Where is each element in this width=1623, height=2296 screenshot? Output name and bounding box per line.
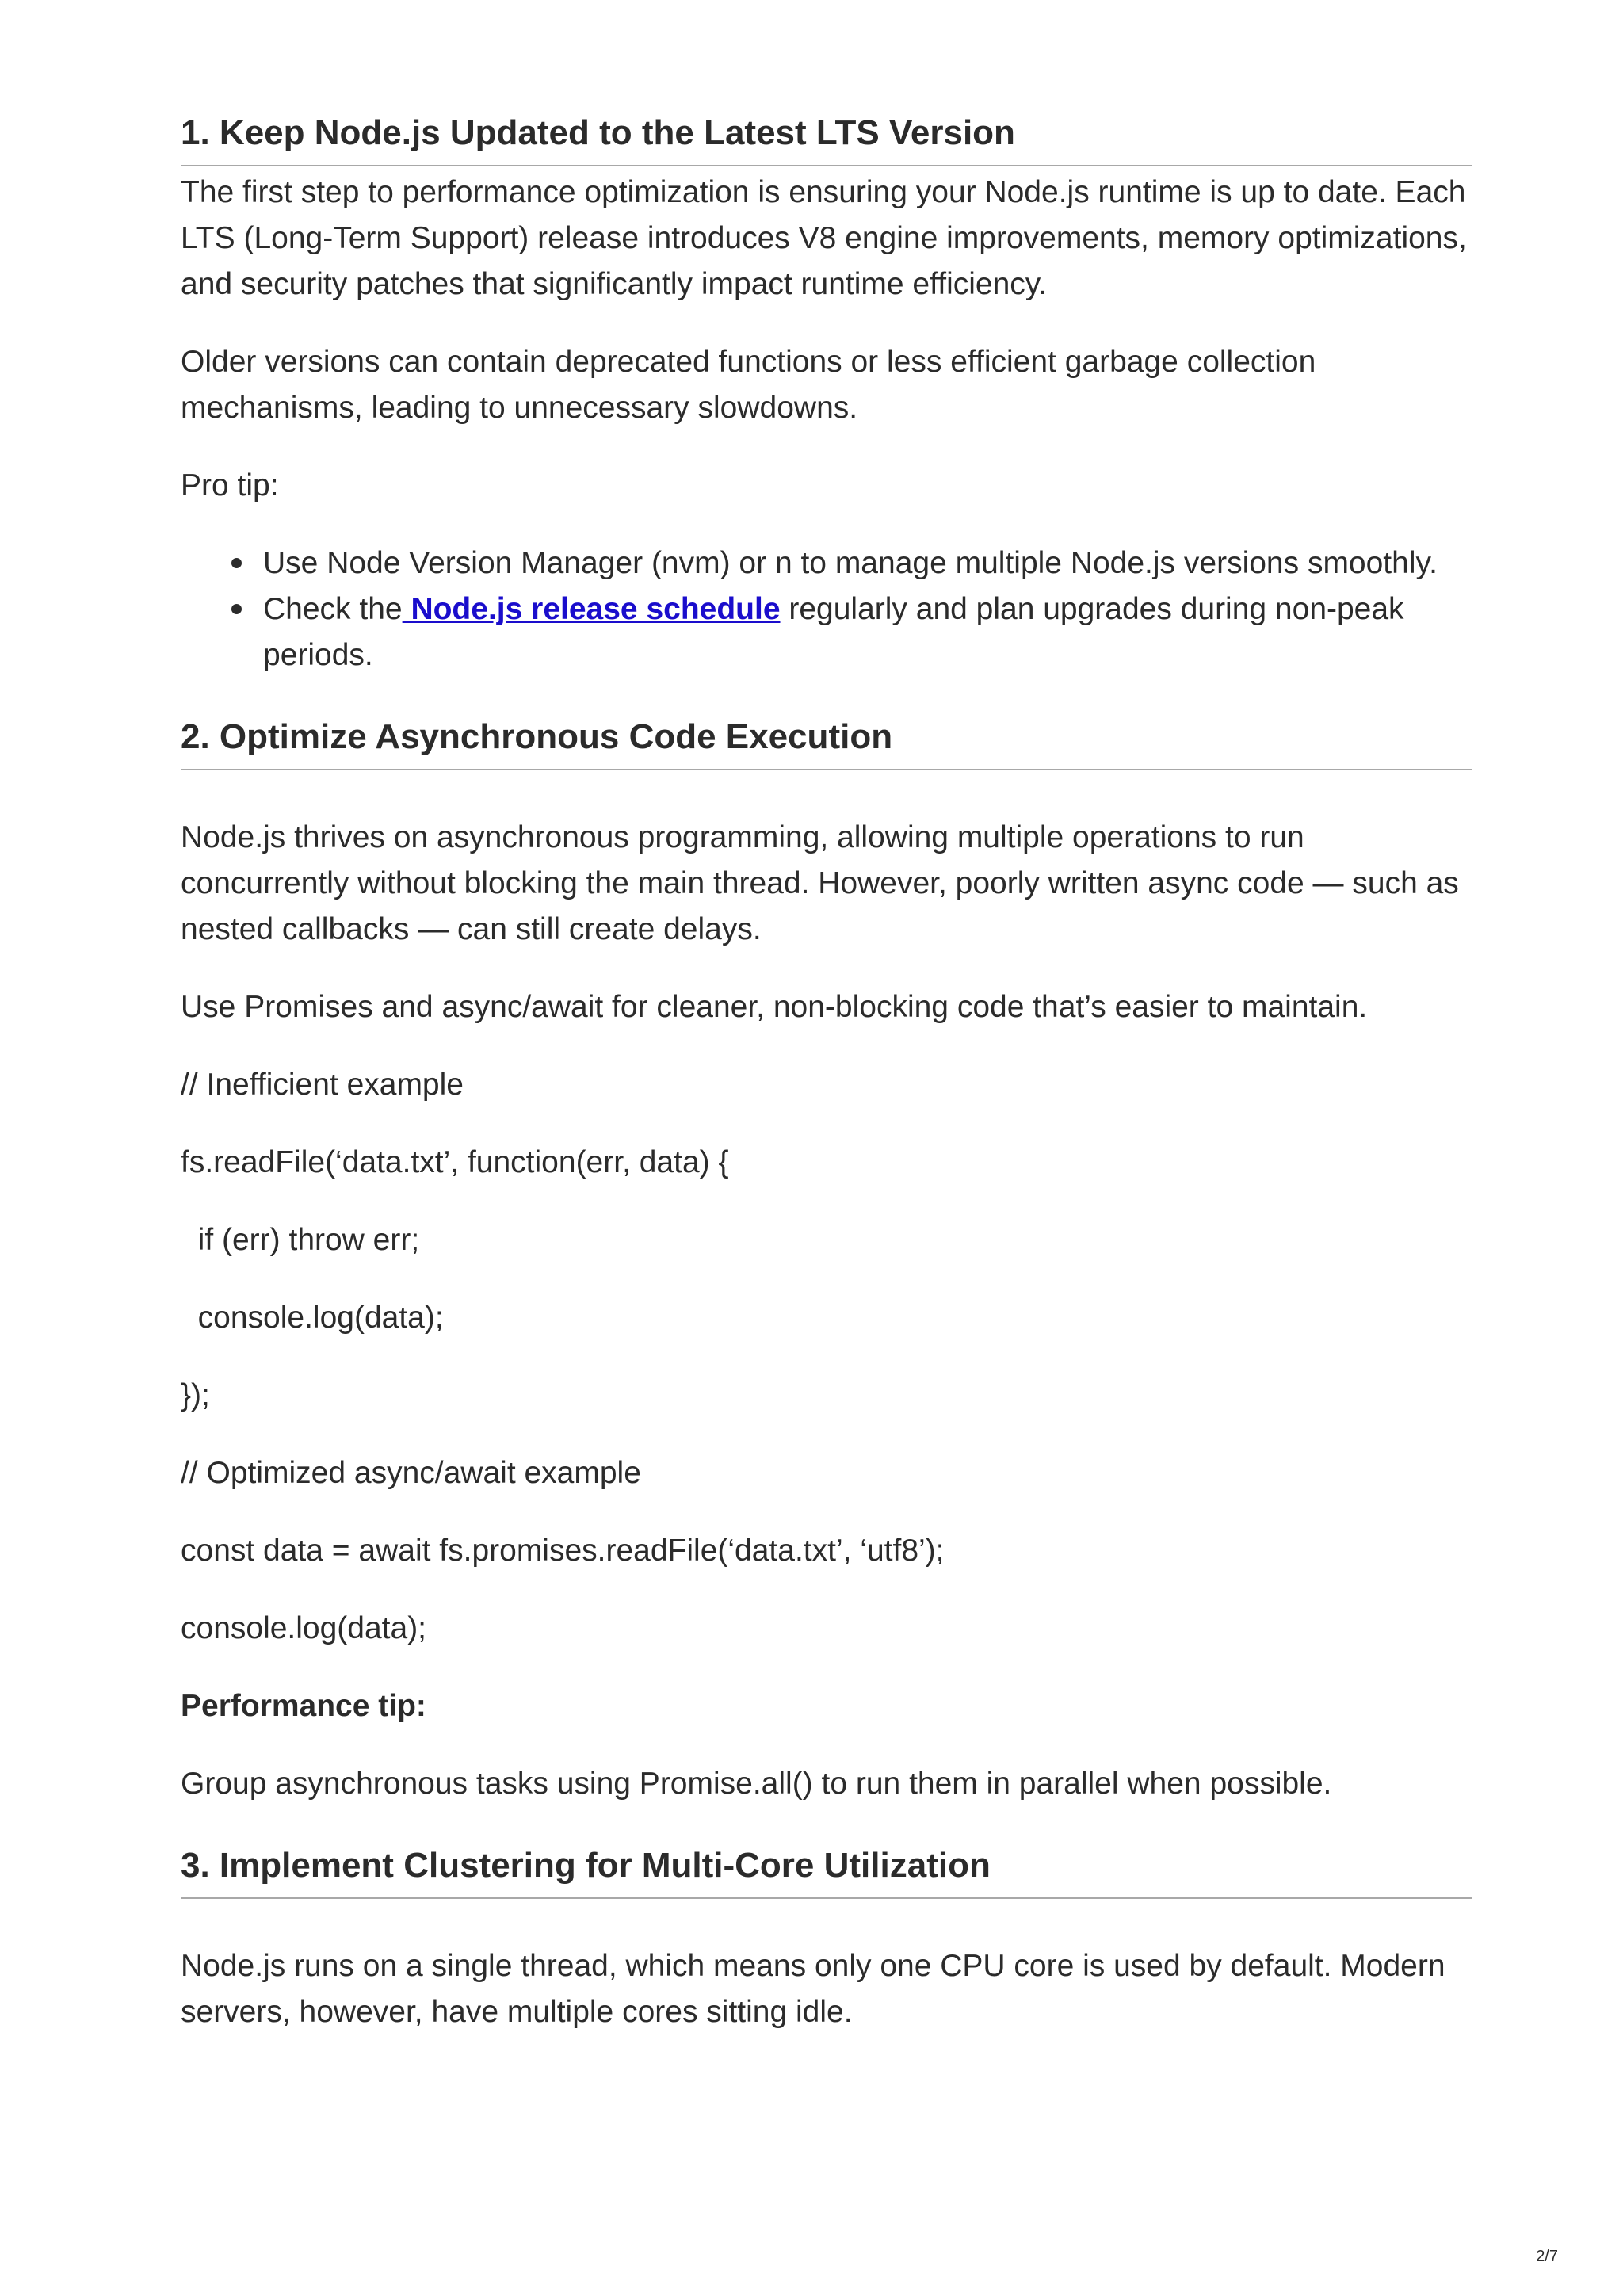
list-item-text-post: regularly and plan upgrades during non-peak periods. xyxy=(263,592,1404,672)
code-line: // Optimized async/await example xyxy=(181,1456,641,1490)
section1-paragraph-1: The first step to performance optimization is ensuring your Node.js runtime is up to date. Each LTS (Long-Term Support) release introduces V8 engine improvements, memory optimizations, and security patches that significantly impact runtime efficiency. xyxy=(181,175,1467,301)
list-item-text: Use Node Version Manager (nvm) or n to manage multiple Node.js versions smoothly. xyxy=(263,546,1438,580)
section-heading-1: 1. Keep Node.js Updated to the Latest LTS Version xyxy=(181,111,1472,166)
code-line: console.log(data); xyxy=(181,1611,427,1645)
section-heading-3: 3. Implement Clustering for Multi-Core Utilization xyxy=(181,1843,1472,1899)
pro-tip-list xyxy=(181,541,1472,678)
bullet-icon xyxy=(231,604,242,614)
section1-paragraph-2: Older versions can contain deprecated functions or less efficient garbage collection mechanisms, leading to unnecessary slowdowns. xyxy=(181,345,1316,425)
list-item xyxy=(263,586,1472,678)
pro-tip-label: Pro tip: xyxy=(181,468,279,502)
bullet-icon xyxy=(231,558,242,568)
code-example xyxy=(181,1062,1472,1652)
section-heading-2: 2. Optimize Asynchronous Code Execution xyxy=(181,715,1472,770)
performance-tip-text: Group asynchronous tasks using Promise.all() to run them in parallel when possible. xyxy=(181,1767,1332,1801)
list-item xyxy=(263,541,1472,586)
code-line: // Inefficient example xyxy=(181,1068,464,1102)
section3-paragraph-1: Node.js runs on a single thread, which means only one CPU core is used by default. Modern servers, however, have multiple cores sitting idle. xyxy=(181,1949,1445,2029)
nodejs-release-schedule-link[interactable]: Node.js release schedule xyxy=(402,592,781,626)
performance-tip-label: Performance tip: xyxy=(181,1689,426,1723)
section2-paragraph-1: Node.js thrives on asynchronous programming, allowing multiple operations to run concurrently without blocking the main thread. However, poorly written async code — such as nested callbacks — can still create delays. xyxy=(181,820,1459,946)
section2-paragraph-2: Use Promises and async/await for cleaner, non-blocking code that’s easier to maintain. xyxy=(181,990,1368,1024)
article-body xyxy=(181,111,1472,2035)
code-line: if (err) throw err; xyxy=(181,1223,420,1257)
code-line: fs.readFile(‘data.txt’, function(err, data) { xyxy=(181,1145,729,1179)
page-number: 2/7 xyxy=(1536,2248,1558,2265)
code-line: const data = await fs.promises.readFile(‘data.txt’, ‘utf8’); xyxy=(181,1534,945,1568)
code-line: console.log(data); xyxy=(181,1301,444,1335)
list-item-text-pre: Check the xyxy=(263,592,403,626)
code-line: }); xyxy=(181,1378,210,1412)
